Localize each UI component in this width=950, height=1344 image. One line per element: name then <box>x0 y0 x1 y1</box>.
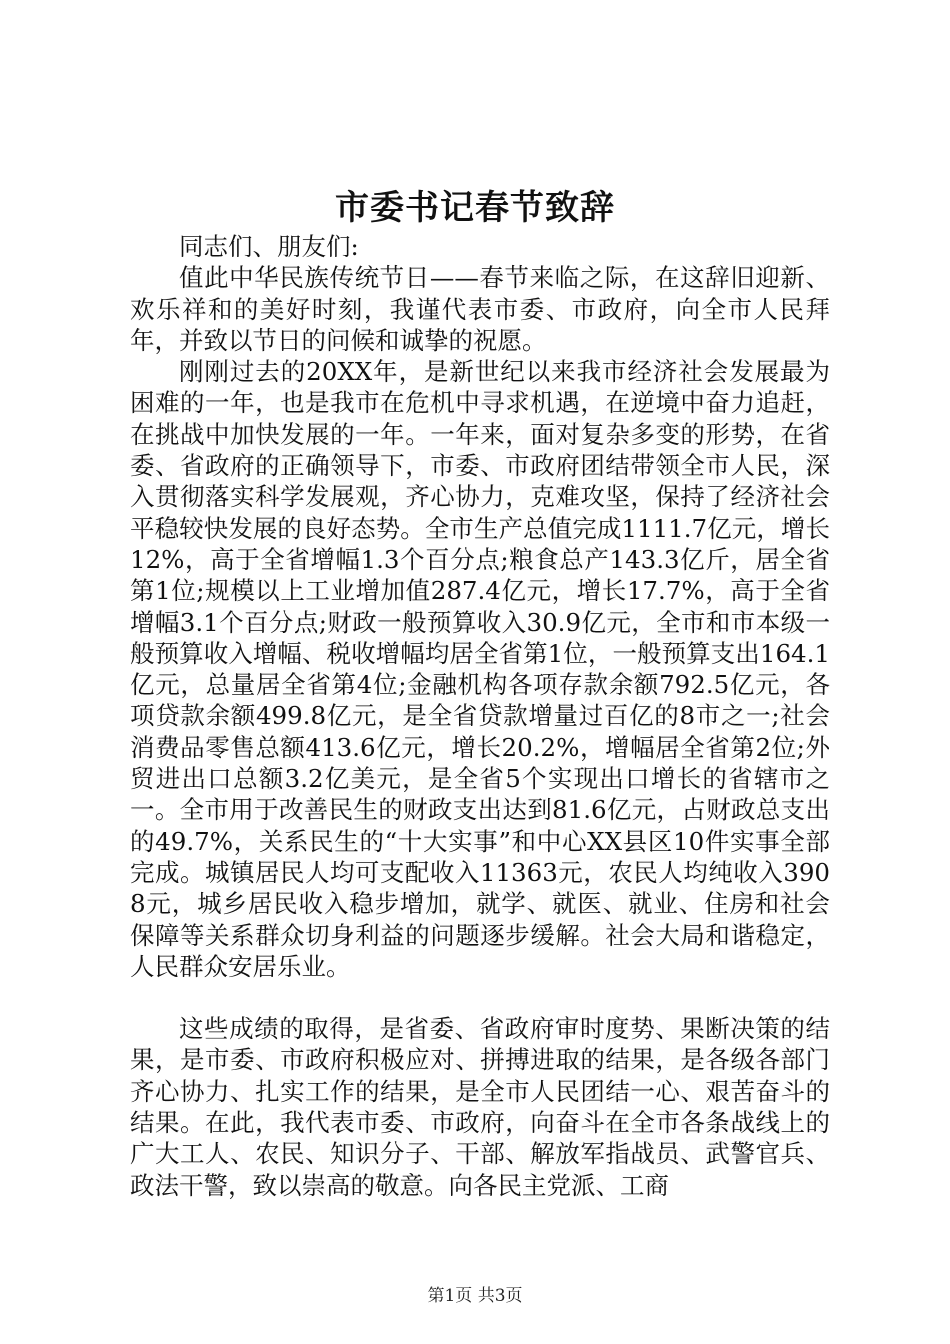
document-body <box>130 231 830 1201</box>
paragraph-acknowledgements: 这些成绩的取得，是省委、省政府审时度势、果断决策的结果，是市委、市政府积极应对、拼搏进取的结果，是各级各部门齐心协力、扎实工作的结果，是全市人民团结一心、艰苦奋斗的结果。在此，我代表市委、市政府，向奋斗在全市各条战线上的广大工人、农民、知识分子、干部、解放军指战员、武警官兵、政法干警，致以崇高的敬意。向各民主党派、工商 <box>130 1014 830 1200</box>
paragraph-greeting: 值此中华民族传统节日——春节来临之际，在这辞旧迎新、欢乐祥和的美好时刻，我谨代表市委、市政府，向全市人民拜年，并致以节日的问候和诚挚的祝愿。 <box>130 263 830 355</box>
page-footer: 第1页 共3页 <box>427 1286 523 1306</box>
salutation: 同志们、朋友们: <box>179 232 359 261</box>
paragraph-achievements: 刚刚过去的20XX年，是新世纪以来我市经济社会发展最为困难的一年，也是我市在危机中寻求机遇，在逆境中奋力追赶，在挑战中加快发展的一年。一年来，面对复杂多变的形势，在省委、省政府的正确领导下，市委、市政府团结带领全市人民，深入贯彻落实科学发展观，齐心协力，克难攻坚，保持了经济社会平稳较快发展的良好态势。全市生产总值完成1111.7亿元，增长12%，高于全省增幅1.3个百分点;粮食总产143.3亿斤，居全省第1位;规模以上工业增加值287.4亿元，增长17.7%，高于全省增幅3.1个百分点;财政一般预算收入30.9亿元，全市和市本级一般预算收入增幅、税收增幅均居全省第1位，一般预算支出164.1亿元，总量居全省第4位;金融机构各项存款余额792.5亿元，各项贷款余额499.8亿元，是全省贷款增量过百亿的8市之一;社会消费品零售总额413.6亿元，增长20.2%，增幅居全省第2位;外贸进出口总额3.2亿美元，是全省5个实现出口增长的省辖市之一。全市用于改善民生的财政支出达到81.6亿元，占财政总支出的49.7%，关系民生的“十大实事”和中心XX县区10件实事全部完成。城镇居民人均可支配收入11363元，农民人均纯收入3908元，城乡居民收入稳步增加，就学、就医、就业、住房和社会保障等关系群众切身利益的问题逐步缓解。社会大局和谐稳定，人民群众安居乐业。 <box>130 357 830 981</box>
document-title: 市委书记春节致辞 <box>335 188 615 228</box>
